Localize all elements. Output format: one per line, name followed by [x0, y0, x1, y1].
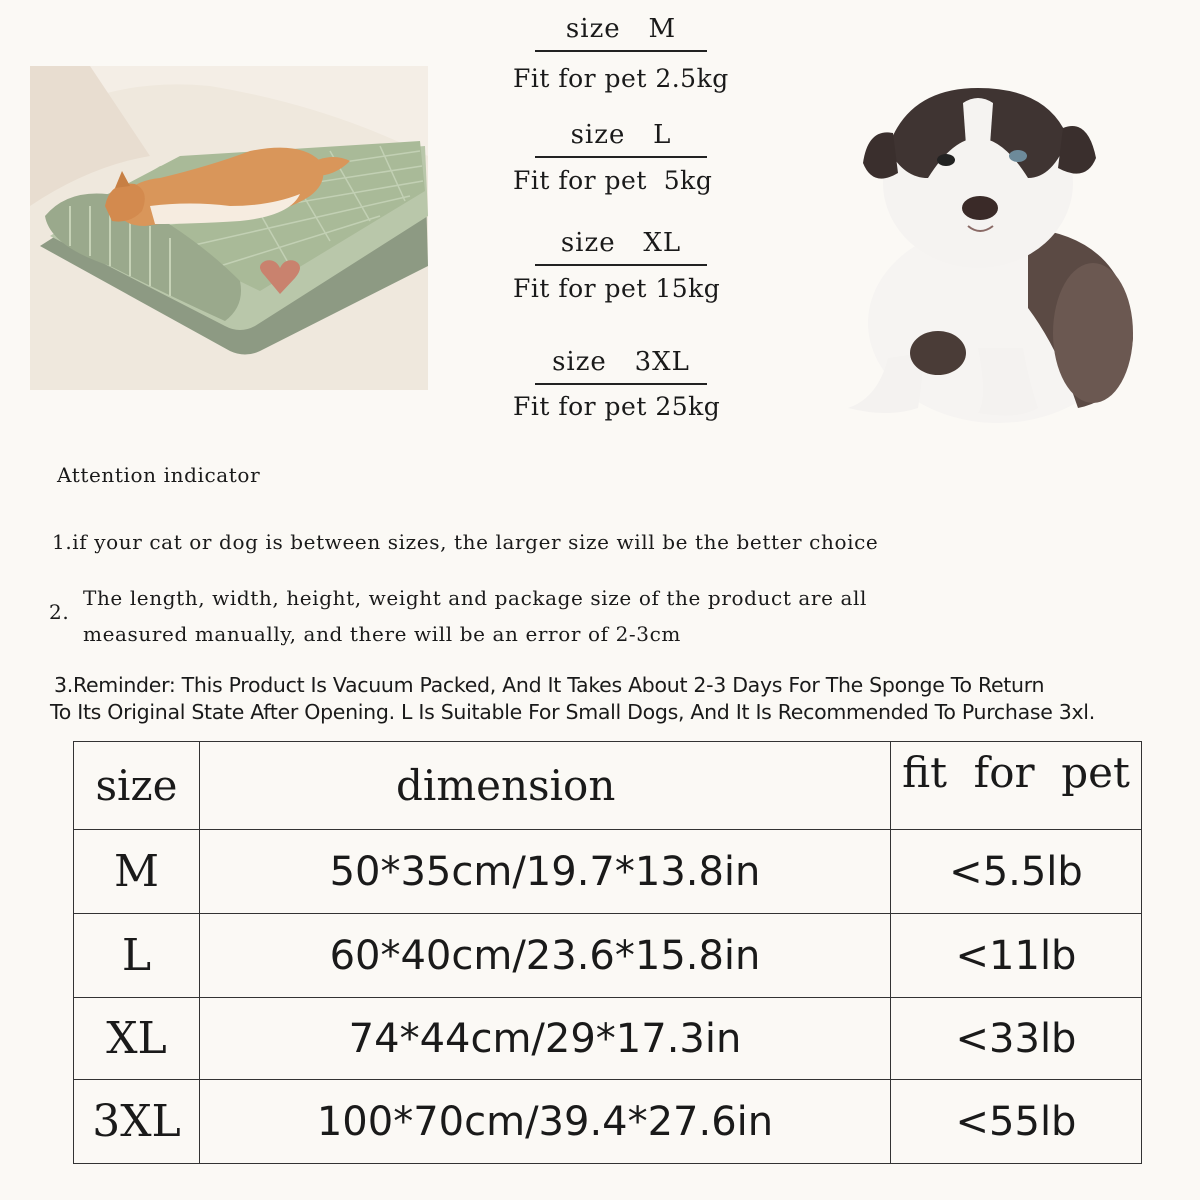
attention-item-2-number: 2. — [49, 600, 70, 624]
attention-item-1: 1.if your cat or dog is between sizes, the larger size will be the better choice — [52, 530, 879, 554]
pet-bed-photo — [30, 66, 428, 390]
table-row — [74, 998, 1142, 1080]
row-dimension: 74*44cm/29*17.3in — [200, 998, 891, 1080]
row-dimension: 60*40cm/23.6*15.8in — [200, 914, 891, 998]
size-m-heading: size M — [535, 14, 707, 52]
row-fit: <55lb — [891, 1080, 1142, 1164]
size-3xl-fit: Fit for pet 25kg — [513, 392, 721, 421]
table-row — [74, 914, 1142, 998]
header-size: size — [74, 742, 200, 830]
attention-title: Attention indicator — [57, 463, 261, 487]
size-xl-heading: size XL — [535, 228, 707, 266]
reminder-line-2: To Its Original State After Opening. L Is Suitable For Small Dogs, And It Is Recommended To Purchase 3xl. — [50, 700, 1095, 724]
size-table — [73, 741, 1142, 1164]
puppy-photo — [828, 78, 1158, 430]
row-size: 3XL — [74, 1080, 200, 1164]
row-size: XL — [74, 998, 200, 1080]
size-l-heading: size L — [535, 120, 707, 158]
row-size: L — [74, 914, 200, 998]
row-fit: <5.5lb — [891, 830, 1142, 914]
header-dimension: dimension — [200, 742, 891, 830]
reminder-line-1: 3.Reminder: This Product Is Vacuum Packed, And It Takes About 2-3 Days For The Sponge To Return — [54, 673, 1045, 697]
row-dimension: 50*35cm/19.7*13.8in — [200, 830, 891, 914]
row-dimension: 100*70cm/39.4*27.6in — [200, 1080, 891, 1164]
size-3xl-heading: size 3XL — [535, 347, 707, 385]
size-l-fit: Fit for pet 5kg — [513, 166, 713, 195]
row-fit: <33lb — [891, 998, 1142, 1080]
size-m-fit: Fit for pet 2.5kg — [513, 64, 729, 93]
row-fit: <11lb — [891, 914, 1142, 998]
header-fit-for-pet: fit for pet — [891, 742, 1142, 830]
table-row — [74, 1080, 1142, 1164]
table-header-row — [74, 742, 1142, 830]
size-xl-fit: Fit for pet 15kg — [513, 274, 721, 303]
attention-item-2-line-1: The length, width, height, weight and package size of the product are all — [83, 586, 868, 610]
attention-item-2-line-2: measured manually, and there will be an error of 2-3cm — [83, 622, 681, 646]
row-size: M — [74, 830, 200, 914]
table-row — [74, 830, 1142, 914]
